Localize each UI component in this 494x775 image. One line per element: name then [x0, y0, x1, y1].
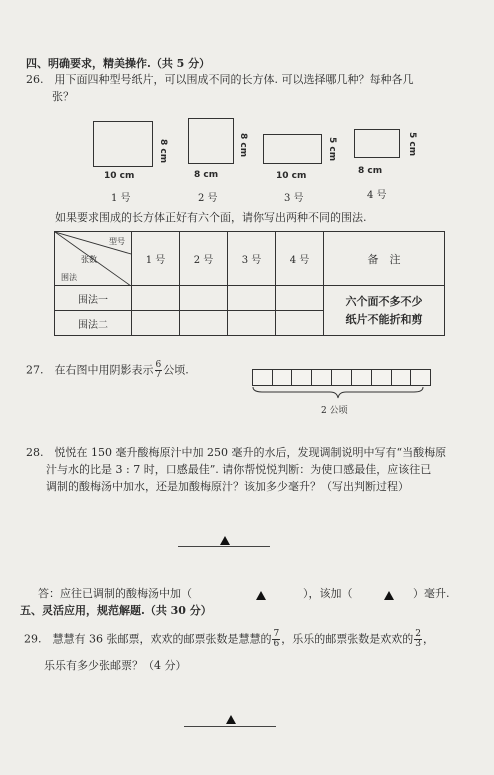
notes-cell — [324, 286, 445, 336]
q28-blank1-marker-icon[interactable] — [256, 591, 266, 600]
card-4-height: 5 cm — [407, 132, 417, 157]
q28-answer-a: 答：应往已调制的酸梅汤中加（ — [38, 587, 192, 600]
card-4-width: 8 cm — [358, 166, 383, 176]
header-model-2: 2 号 — [180, 232, 228, 286]
q27-text — [26, 361, 189, 380]
q26-table — [54, 231, 445, 336]
header-model-1: 1 号 — [132, 232, 180, 286]
q29-fraction-1 — [272, 630, 280, 649]
q28-answer-b: ），该加（ — [303, 587, 353, 600]
q28-line2: 汁与水的比是 3 : 7 时，口感最佳”. 请你帮悦悦判断：为使口感最佳，应该往已 — [46, 463, 432, 476]
cell-m1-2 — [180, 286, 228, 311]
bar-cell[interactable] — [311, 369, 332, 386]
q27-brace — [252, 386, 424, 400]
card-3-height: 5 cm — [327, 137, 337, 162]
corner-model-label: 型号 — [109, 237, 125, 246]
card-1-width: 10 cm — [104, 171, 135, 181]
q28-answer-c: ）毫升. — [413, 587, 450, 600]
q28-answer-line[interactable] — [178, 546, 270, 547]
corner-count-label: 张数 — [81, 255, 97, 264]
q27-fraction-num: 6 — [155, 360, 162, 370]
bar-cell[interactable] — [351, 369, 372, 386]
q27-fraction-den: 7 — [155, 370, 162, 380]
cell-m2-2 — [180, 311, 228, 336]
q29-part-b: ，乐乐的邮票张数是欢欢的 — [281, 632, 414, 646]
q29-part-a: 29. 慧慧有 36 张邮票，欢欢的邮票张数是慧慧的 — [24, 632, 272, 646]
bar-cell[interactable] — [272, 369, 293, 386]
card-3 — [263, 134, 322, 164]
cell-m2-4 — [276, 311, 324, 336]
q28-line1: 28. 悦悦在 150 毫升酸梅原汁中加 250 毫升的水后，发现调制说明中写有“当酸梅原 — [26, 446, 447, 459]
header-model-3: 3 号 — [228, 232, 276, 286]
cell-m2-3 — [228, 311, 276, 336]
header-model-4: 4 号 — [276, 232, 324, 286]
corner-method-label: 围法 — [61, 273, 77, 282]
q28-blank2-marker-icon[interactable] — [384, 591, 394, 600]
card-3-width: 10 cm — [276, 171, 307, 181]
q28-answer-marker-icon — [220, 536, 230, 545]
cell-m1-1 — [132, 286, 180, 311]
card-4-label: 4 号 — [367, 190, 387, 201]
q29-line2: 乐乐有多少张邮票？（4 分） — [44, 659, 187, 672]
q29-line1 — [24, 630, 434, 649]
q27-grid-bar — [253, 369, 431, 386]
bar-cell[interactable] — [371, 369, 392, 386]
q29-part-c: ， — [422, 632, 434, 646]
cell-m1-3 — [228, 286, 276, 311]
q27-prefix: 27. 在右图中用阴影表示 — [26, 363, 154, 377]
q26-instruction: 如果要求围成的长方体正好有六个面，请你写出两种不同的围法. — [55, 211, 367, 224]
bar-cell[interactable] — [291, 369, 312, 386]
card-3-label: 3 号 — [284, 193, 304, 204]
q29-answer-marker-icon — [226, 715, 236, 724]
card-2-label: 2 号 — [198, 193, 218, 204]
q29-fraction-2-den: 3 — [415, 639, 421, 649]
q29-fraction-2 — [414, 630, 422, 649]
bar-cell[interactable] — [252, 369, 273, 386]
cell-m2-1 — [132, 311, 180, 336]
section-4-title: 四、明确要求，精美操作.（共 5 分） — [26, 57, 211, 70]
section-5-title: 五、灵活应用，规范解题.（共 30 分） — [20, 604, 212, 617]
q26-text-line1: 26. 用下面四种型号纸片，可以围成不同的长方体. 可以选择哪几种？每种各几 — [26, 73, 414, 86]
q29-answer-line[interactable] — [184, 726, 276, 727]
q27-brace-label: 2 公顷 — [321, 406, 348, 416]
table-corner-cell — [55, 232, 132, 286]
card-1-height: 8 cm — [158, 139, 168, 164]
bar-cell[interactable] — [410, 369, 431, 386]
card-1 — [93, 121, 153, 167]
card-2-height: 8 cm — [238, 133, 248, 158]
card-2-width: 8 cm — [194, 170, 219, 180]
bar-cell[interactable] — [391, 369, 412, 386]
row-method-1: 围法一 — [55, 286, 132, 311]
q27-suffix: 公顷. — [163, 363, 189, 377]
q26-text-line2: 张？ — [52, 90, 74, 103]
q28-line3: 调制的酸梅汤中加水，还是加酸梅原汁？该加多少毫升？（写出判断过程） — [46, 480, 409, 493]
card-1-label: 1 号 — [111, 193, 131, 204]
header-notes: 备 注 — [324, 232, 445, 286]
q29-fraction-2-num: 2 — [415, 629, 421, 639]
bar-cell[interactable] — [331, 369, 352, 386]
q27-fraction — [155, 361, 163, 380]
cell-m1-4 — [276, 286, 324, 311]
note-line2: 纸片不能折和剪 — [345, 312, 423, 326]
q29-fraction-1-num: 7 — [273, 629, 280, 639]
card-2 — [188, 118, 234, 164]
row-method-2: 围法二 — [55, 311, 132, 336]
card-4 — [354, 129, 400, 158]
q29-fraction-1-den: 6 — [273, 639, 280, 649]
note-line1: 六个面不多不少 — [345, 294, 423, 308]
